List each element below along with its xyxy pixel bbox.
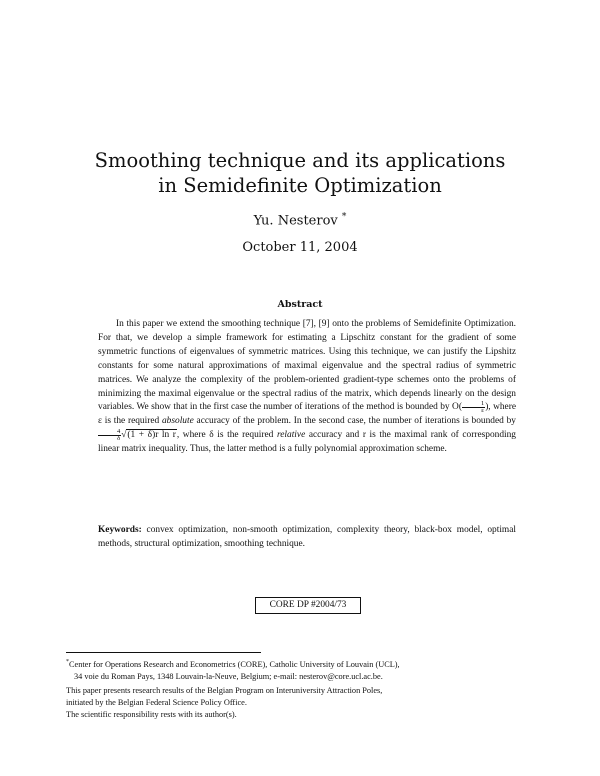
- footnote-mark: *: [66, 659, 69, 665]
- abstract-relative: relative: [276, 430, 306, 441]
- author: [0, 212, 600, 228]
- sqrt-content: (1 + δ)r ln r: [127, 430, 176, 441]
- big-o-fraction: [462, 401, 485, 414]
- support-line-3: The scientific responsibility rests with its author(s).: [66, 710, 237, 719]
- abstract-text-3: accuracy of the problem. In the second case, the number of iterations is bounded by: [193, 416, 516, 427]
- big-o-numerator: 1: [462, 401, 485, 408]
- author-name: Yu. Nesterov: [253, 213, 338, 229]
- abstract-body: [98, 318, 516, 457]
- title-line-2: in Semidefinite Optimization: [158, 174, 442, 197]
- footnote-text-1: Center for Operations Research and Econometrics (CORE), Catholic University of Louvain (UCL),: [69, 659, 400, 669]
- keywords-text: convex optimization, non-smooth optimization, complexity theory, black-box model, optimal methods, structural optimization, smoothing technique.: [98, 525, 516, 549]
- bound-numerator: 4: [98, 429, 121, 436]
- paper-title: [0, 148, 600, 198]
- big-o-denominator: ε: [481, 407, 484, 415]
- footnote-rule: [66, 652, 261, 653]
- core-dp-box: CORE DP #2004/73: [255, 597, 361, 614]
- abstract-absolute: absolute: [161, 416, 194, 427]
- footnote: [66, 656, 536, 683]
- footnote-line-2: 34 voie du Roman Pays, 1348 Louvain-la-Neuve, Belgium; e-mail: nesterov@core.ucl.ac.be.: [74, 671, 383, 681]
- abstract-paragraph: [98, 318, 516, 457]
- publication-date: October 11, 2004: [242, 240, 358, 255]
- keywords-label: Keywords:: [98, 525, 142, 535]
- abstract-heading: Abstract: [277, 299, 323, 310]
- sqrt-sign: √: [121, 430, 127, 441]
- bound-fraction: [98, 429, 121, 442]
- footnote-line-1: [66, 656, 536, 671]
- keywords: [98, 523, 516, 551]
- support-line-2: initiated by the Belgian Federal Science Policy Office.: [66, 698, 247, 707]
- abstract-text-4: , where δ is the required: [176, 430, 277, 441]
- abstract-text-5: accuracy and r is the maximal rank of corresponding linear matrix inequality. Thus, the latter method is a fully polynomial approximation scheme.: [98, 430, 516, 455]
- bound-denominator: δ: [117, 435, 121, 443]
- support-line-1: This paper presents research results of the Belgian Program on Interuniversity Attraction Poles,: [66, 686, 383, 695]
- title-line-1: Smoothing technique and its applications: [94, 149, 506, 172]
- abstract-text-1: In this paper we extend the smoothing technique [7], [9] onto the problems of Semidefinite Optimization. For that, we develop a simple framework for estimating a Lipschitz constant for the gradient of some symmetric functions of eigenvalues of symmetric matrices. Using this technique, we can justify the Lipshitz constants for some natural approximations of maximal eigenvalue and the spectral radius of symmetric matrices. We analyze the complexity of the problem-oriented gradient-type schemes onto the problems of minimizing the maximal eigenvalue or the spectral radius of the matrix, which depends linearly on the design variables. We show that in the first case the number of iterations of the method is bounded by O(: [98, 319, 516, 413]
- abstract-text-2: ), where ε is the required: [98, 402, 516, 427]
- author-footnote-mark: *: [341, 212, 347, 222]
- support-note: [66, 685, 536, 721]
